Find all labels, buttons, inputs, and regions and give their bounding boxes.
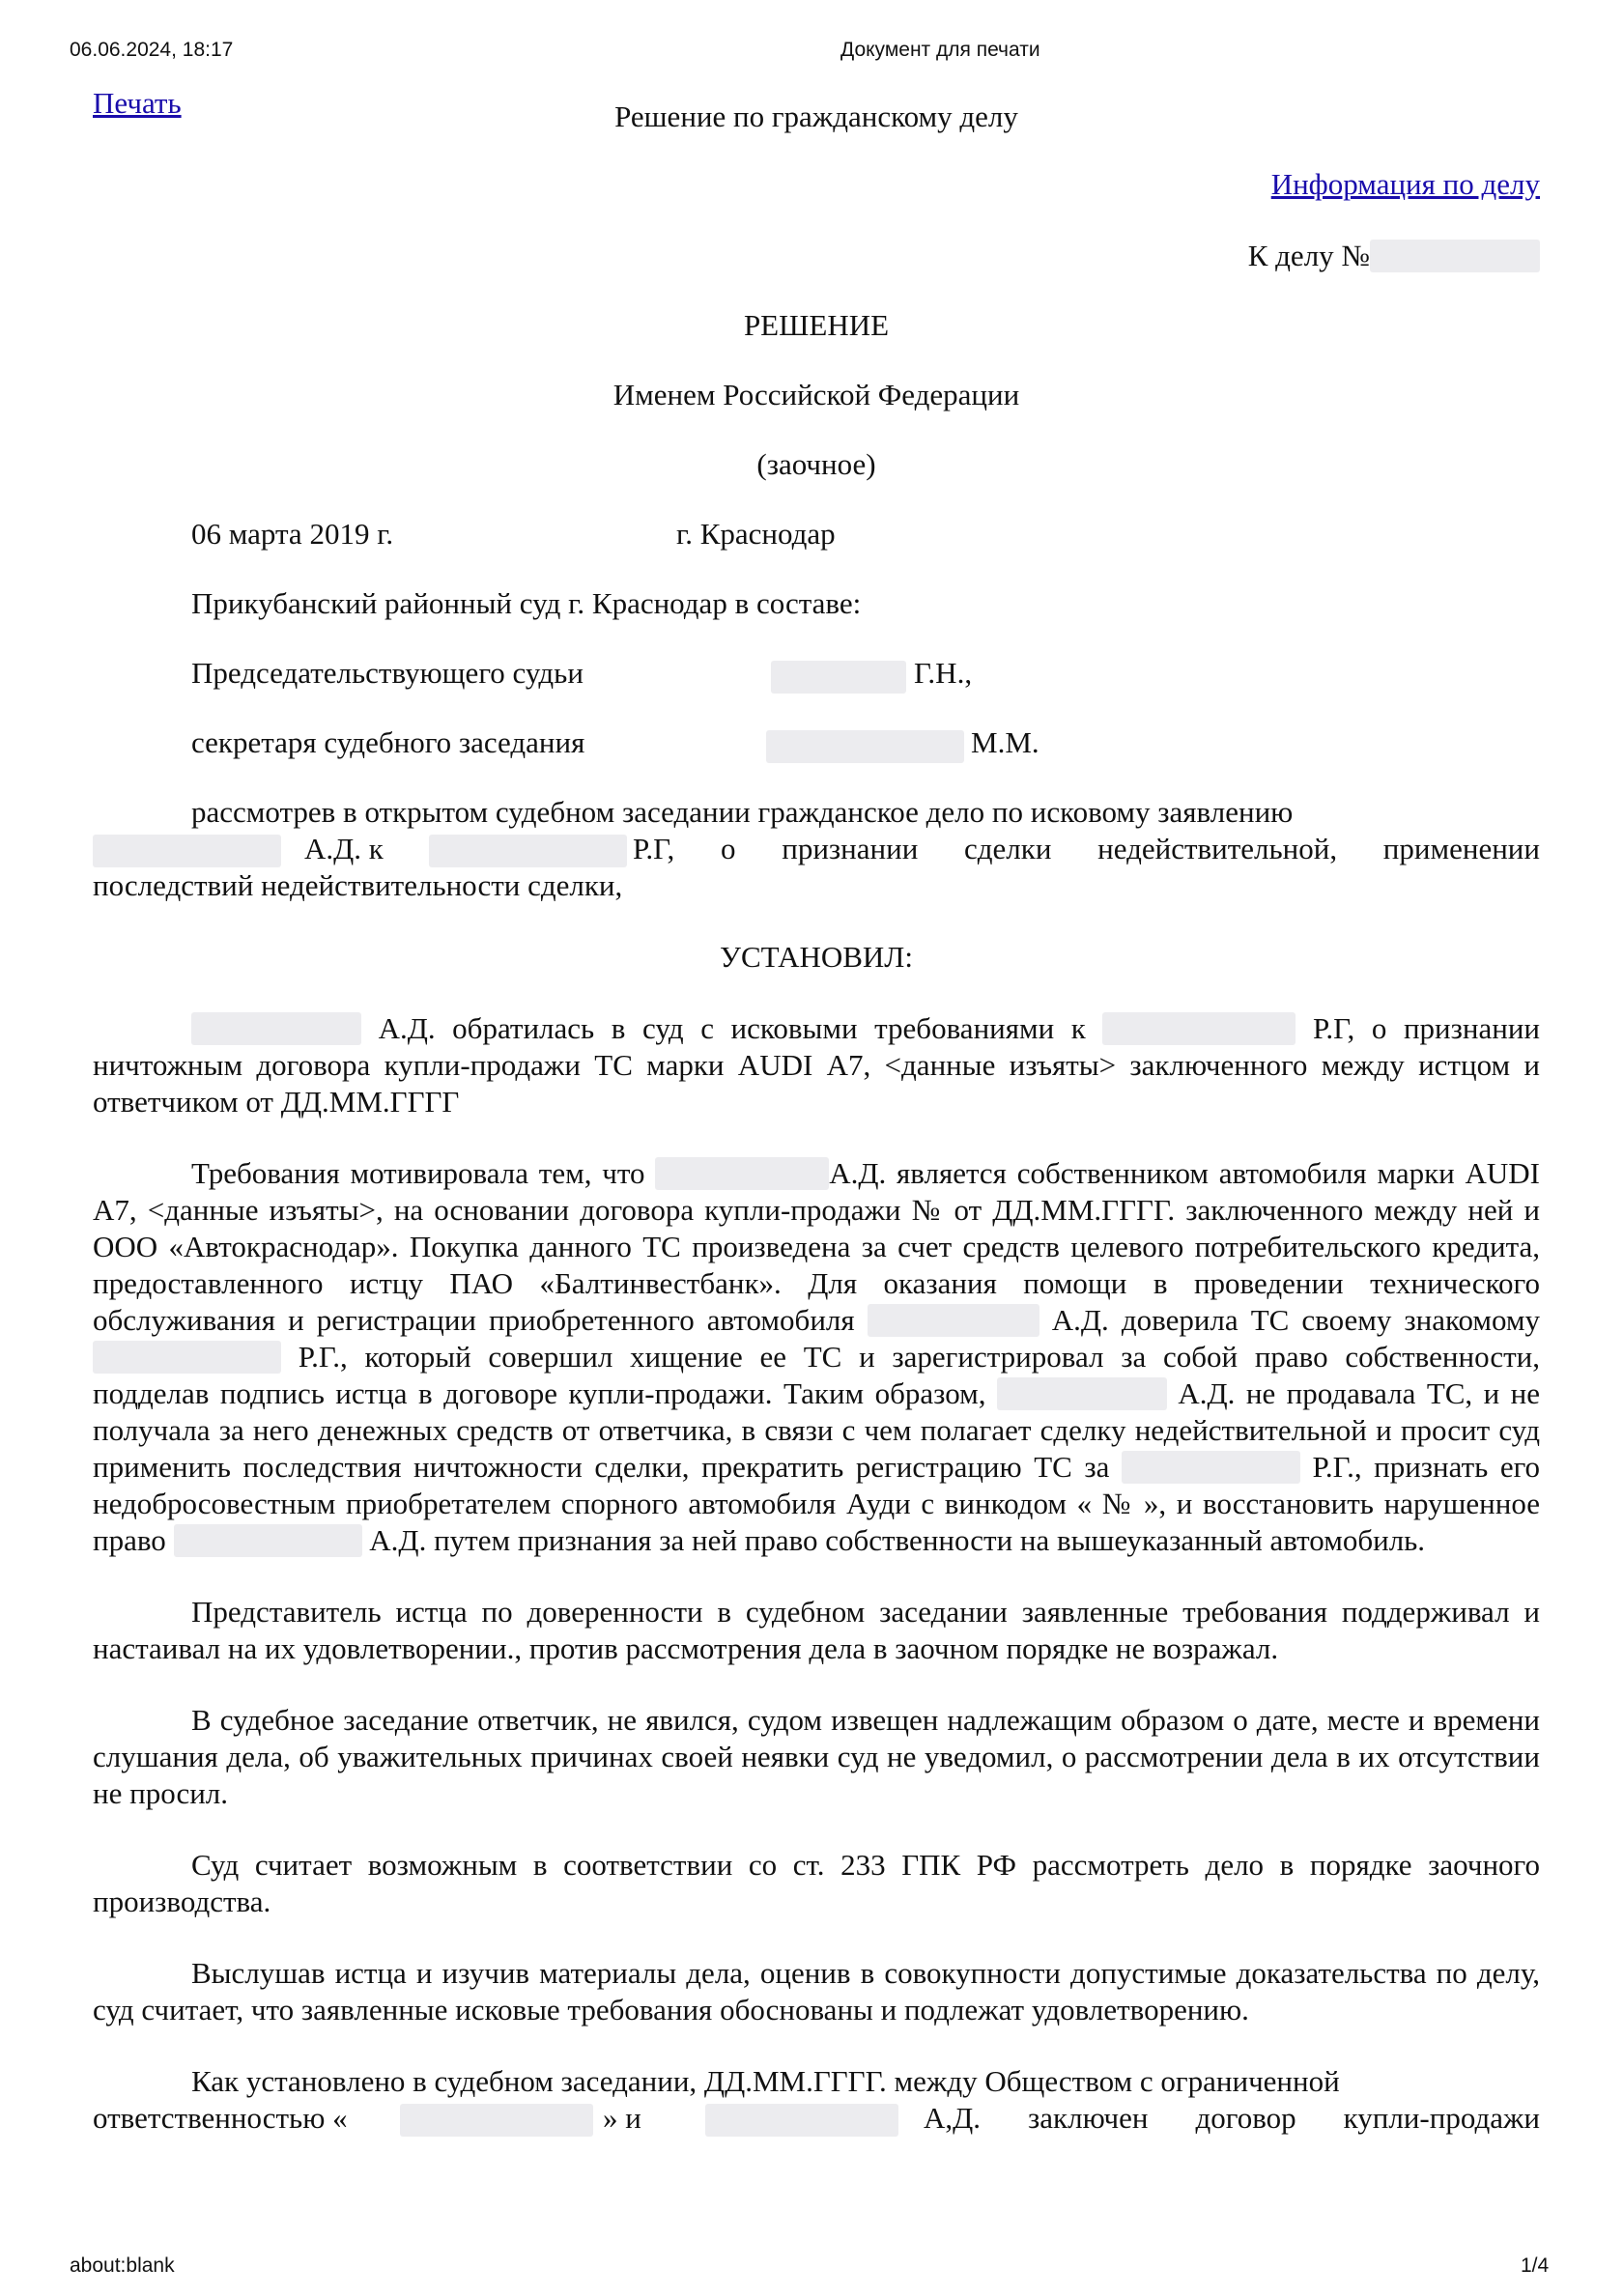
document-page [93,85,1540,2137]
grounds-text-e: А.Д. не продавала ТС, и не получала за него денежных средств от ответчика, в связи с чем полагает сделку недействительной и просит суд применить последствия ничтожности сделки, прекратить регистрацию ТС за [93,1376,1541,1484]
paragraph-established-line-1: Как установлено в судебном заседании, ДД.ММ.ГГГГ. между Обществом с ограниченной [191,2064,1340,2098]
redacted-plaintiff-name [93,835,281,867]
document-heading: Решение по гражданскому делу [614,99,1018,133]
secretary-initials: М.М. [971,725,1039,759]
secretary-label: секретаря судебного заседания [191,725,585,759]
decision-city: г. Краснодар [676,517,836,551]
redacted-defendant-name [93,1341,281,1374]
contract-text-a: ответственностью « [93,2101,348,2135]
judge-line [93,655,1540,692]
redacted-plaintiff-name [868,1304,1039,1337]
redacted-plaintiff-name [191,1012,361,1045]
date-place-line [93,516,1540,553]
case-info-link[interactable]: Информация по делу [1270,167,1540,201]
redacted-plaintiff-name [997,1377,1167,1410]
redacted-case-number [1370,240,1540,272]
paragraph-claim [93,1010,1540,1120]
grounds-text-g: А.Д. путем признания за ней право собственности на вышеуказанный автомобиль. [369,1523,1426,1557]
redacted-plaintiff-name [174,1524,362,1557]
paragraph-defendant-absent: В судебное заседание ответчик, не явился, судом извещен надлежащим образом о дате, месте и времени слушания дела, об уважительных причинах своей неявки суд не уведомил, о рассмотрении дела в их отсутствии не просил. [93,1703,1540,1810]
intro-line-1: рассмотрев в открытом судебном заседании гражданское дело по исковому заявлению [191,795,1294,829]
print-datetime: 06.06.2024, 18:17 [70,39,234,61]
intro-plaintiff-initials: А.Д. к [304,832,384,865]
redacted-plaintiff-name [705,2104,898,2137]
case-number-line [93,238,1540,274]
decision-subtitle: Именем Российской Федерации [612,378,1020,411]
secretary-line [93,724,1540,761]
paragraph-representative: Представитель истца по доверенности в судебном заседании заявленные требования поддерживал и настаивал на их удовлетворении., против рассмотрения дела в заочном порядке не возражал. [93,1595,1540,1665]
paragraph-grounds [93,1155,1540,1559]
court-line: Прикубанский районный суд г. Краснодар в составе: [191,586,862,620]
grounds-text-c: А.Д. доверила ТС своему знакомому [1051,1303,1541,1337]
decision-kind: (заочное) [756,447,876,481]
paragraph-court-finding: Выслушав истца и изучив материалы дела, оценив в совокупности допустимые доказательства по делу, суд считает, что заявленные исковые требования обоснованы и подлежат удовлетворению. [93,1956,1540,2027]
paragraph-claim-text-b: Р.Г, о признании ничтожным договора купли-продажи ТС марки AUDI А7, <данные изъяты> заключенного между истцом и ответчиком от ДД.ММ.ГГГГ [93,1011,1540,1119]
intro-claim-text: Р.Г, о признании сделки недействительной, применении [633,832,1540,865]
judge-label: Председательствующего судьи [191,656,584,690]
contract-text-c: А,Д. заключен договор купли-продажи [924,2101,1540,2135]
case-number-label: К делу № [1247,239,1370,272]
grounds-text-f: Р.Г., признать его недобросовестным приобретателем спорного автомобиля Ауди с винкодом « № », и восстановить нарушенное право [93,1450,1541,1557]
decision-title: РЕШЕНИЕ [743,308,890,342]
judge-initials: Г.Н., [914,656,973,690]
paragraph-claim-text-a: А.Д. обратилась в суд с исковыми требованиями к [378,1011,1086,1045]
grounds-text-d: Р.Г., который совершил хищение ее ТС и зарегистрировал за собой право собственности, подделав подпись истца в договоре купли-продажи. Таким образом, [93,1340,1540,1410]
redacted-secretary-name [766,730,964,763]
print-page-title: Документ для печати [840,39,1040,61]
print-url: about:blank [70,2254,175,2277]
redacted-defendant-name [429,835,627,867]
redacted-plaintiff-name [655,1157,829,1190]
print-link[interactable]: Печать [93,86,182,120]
redacted-defendant-name [1102,1012,1296,1045]
established-heading: УСТАНОВИЛ: [720,940,913,974]
paragraph-established-line-2 [93,2100,1540,2137]
redacted-defendant-name [1122,1451,1300,1484]
intro-line-3: последствий недействительности сделки, [93,868,623,902]
print-page-number: 1/4 [1521,2254,1550,2277]
intro-line-2 [93,831,1540,867]
contract-text-b: » и [603,2101,641,2135]
redacted-judge-name [771,661,906,694]
decision-date: 06 марта 2019 г. [191,517,394,551]
redacted-company-name [400,2104,593,2137]
paragraph-in-absentia: Суд считает возможным в соответствии со ст. 233 ГПК РФ рассмотреть дело в порядке заочного производства. [93,1848,1540,1918]
grounds-text-a: Требования мотивировала тем, что [191,1156,645,1190]
grounds-text-b: А.Д. является собственником автомобиля марки AUDI А7, <данные изъяты>, на основании договора купли-продажи № от ДД.ММ.ГГГГ. заключенного между ней и ООО «Автокраснодар». Покупка данного ТС произведена за счет средств целевого потребительского кредита, предоставленного истцу ПАО «Балтинвестбанк». Для оказания помощи в проведении технического обслуживания и регистрации приобретенного автомобиля [93,1156,1540,1337]
